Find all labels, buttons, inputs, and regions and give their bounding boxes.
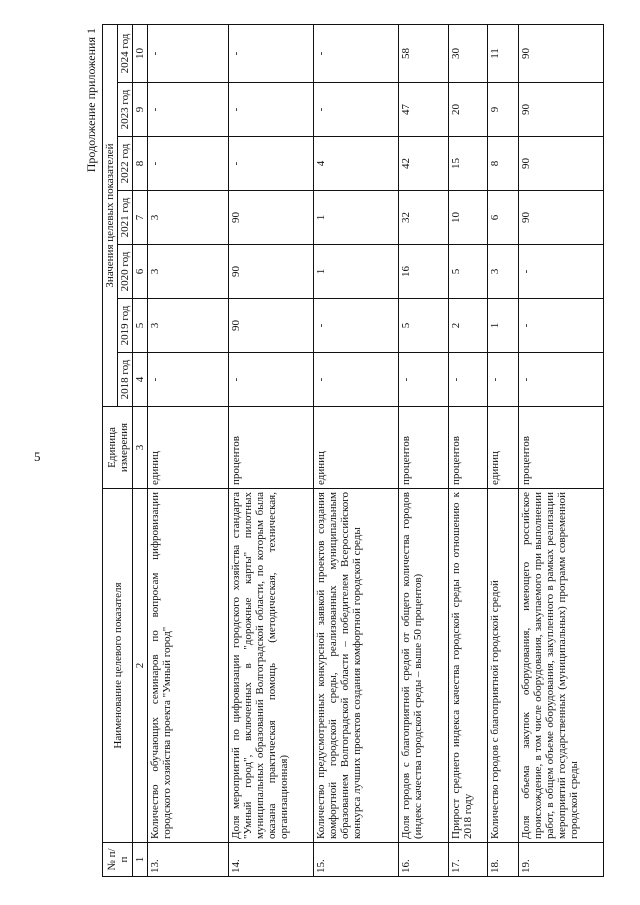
indicator-value: 58 [399, 25, 449, 83]
header-year: 2023 год [118, 83, 133, 137]
column-index: 9 [133, 83, 148, 137]
indicator-value: 9 [488, 83, 519, 137]
table-row [519, 25, 604, 877]
indicator-unit: процентов [519, 407, 604, 489]
continuation-label: Продолжение приложения 1 [84, 28, 98, 173]
indicator-value: 3 [148, 191, 229, 245]
indicator-value: 5 [399, 299, 449, 353]
row-number: 16. [399, 843, 449, 877]
column-index: 7 [133, 191, 148, 245]
column-index: 10 [133, 25, 148, 83]
column-index: 2 [133, 489, 148, 843]
indicator-value: 90 [519, 137, 604, 191]
header-values-group: Значения целевых показателей [103, 25, 118, 407]
indicator-value: 2 [449, 299, 488, 353]
indicator-value: - [488, 353, 519, 407]
header-year: 2021 год [118, 191, 133, 245]
indicator-value: - [314, 353, 399, 407]
indicator-value: - [229, 83, 314, 137]
indicator-value: - [148, 353, 229, 407]
indicator-value: - [519, 299, 604, 353]
header-unit: Единица измерения [103, 407, 133, 489]
indicator-value: 11 [488, 25, 519, 83]
row-number: 13. [148, 843, 229, 877]
indicator-value: - [314, 299, 399, 353]
header-row-1 [103, 25, 118, 877]
header-year: 2024 год [118, 25, 133, 83]
column-index: 4 [133, 353, 148, 407]
table-row [399, 25, 449, 877]
indicator-value: 30 [449, 25, 488, 83]
indicator-value: 10 [449, 191, 488, 245]
indicator-unit: процентов [229, 407, 314, 489]
indicator-unit: единиц [148, 407, 229, 489]
indicator-value: - [148, 25, 229, 83]
indicator-value: - [519, 245, 604, 299]
indicator-value: 20 [449, 83, 488, 137]
indicator-value: 90 [229, 191, 314, 245]
header-no: № п/п [103, 843, 133, 877]
indicator-value: - [229, 353, 314, 407]
page-number: 5 [34, 449, 41, 464]
row-number: 18. [488, 843, 519, 877]
indicator-name: Количество городов с благоприятной городской средой [488, 489, 519, 843]
indicator-value: - [229, 137, 314, 191]
indicator-value: 4 [314, 137, 399, 191]
table-row [229, 25, 314, 877]
rotated-page [80, 0, 640, 905]
indicator-unit: процентов [399, 407, 449, 489]
header-year: 2022 год [118, 137, 133, 191]
indicator-value: - [148, 137, 229, 191]
indicator-value: 90 [229, 299, 314, 353]
indicator-value: 90 [519, 191, 604, 245]
indicator-value: 8 [488, 137, 519, 191]
column-index: 1 [133, 843, 148, 877]
header-year: 2018 год [118, 353, 133, 407]
indicator-value: - [449, 353, 488, 407]
header-year: 2019 год [118, 299, 133, 353]
indicator-value: 32 [399, 191, 449, 245]
indicator-value: 6 [488, 191, 519, 245]
indicator-name: Количество предусмотренных конкурсной заявкой проектов создания комфортной городской среды, реализованных муниципальным образованием Волгоградской области – победителем Всероссийского конкурса лучших проектов создания комфортной городской среды [314, 489, 399, 843]
indicator-value: 15 [449, 137, 488, 191]
indicator-value: 16 [399, 245, 449, 299]
indicator-name: Прирост среднего индекса качества городской среды по отношению к 2018 году [449, 489, 488, 843]
indicator-value: 1 [488, 299, 519, 353]
indicator-value: - [399, 353, 449, 407]
indicator-name: Доля мероприятий по цифровизации городского хозяйства стандарта "Умный город", включенных в "дорожные карты" пилотных муниципальных образований Волгоградской области, по которым была оказана практическая помощь (методическая, техническая, организационная) [229, 489, 314, 843]
indicator-unit: процентов [449, 407, 488, 489]
row-number: 14. [229, 843, 314, 877]
indicator-value: 90 [519, 83, 604, 137]
target-indicators-table [102, 24, 604, 877]
column-index: 3 [133, 407, 148, 489]
column-index: 8 [133, 137, 148, 191]
table-row [314, 25, 399, 877]
column-index: 5 [133, 299, 148, 353]
indicator-value: - [314, 25, 399, 83]
header-name: Наименование целевого показателя [103, 489, 133, 843]
indicator-value: 3 [148, 299, 229, 353]
indicator-value: - [314, 83, 399, 137]
table-row [148, 25, 229, 877]
row-number: 17. [449, 843, 488, 877]
indicator-value: 47 [399, 83, 449, 137]
indicator-unit: единиц [314, 407, 399, 489]
indicator-value: 3 [148, 245, 229, 299]
indicator-value: 1 [314, 191, 399, 245]
indicator-value: 90 [229, 245, 314, 299]
indicator-value: 42 [399, 137, 449, 191]
indicator-name: Количество обучающих семинаров по вопросам цифровизации городского хозяйства проекта "Умный город" [148, 489, 229, 843]
table-row [488, 25, 519, 877]
indicator-value: 3 [488, 245, 519, 299]
column-index-row [133, 25, 148, 877]
indicator-unit: единиц [488, 407, 519, 489]
row-number: 19. [519, 843, 604, 877]
indicator-value: - [519, 353, 604, 407]
table-row [449, 25, 488, 877]
indicator-name: Доля городов с благоприятной средой от общего количества городов (индекс качества городской среды – выше 50 процентов) [399, 489, 449, 843]
indicator-name: Доля объема закупок оборудования, имеющего российское происхождение, в том числе оборудования, закупаемого при выполнении работ, в общем объеме оборудования, закупленного в рамках реализации мероприятий государственных (муниципальных) программ современной городской среды [519, 489, 604, 843]
indicator-value: 5 [449, 245, 488, 299]
indicator-value: 90 [519, 25, 604, 83]
indicator-value: - [229, 25, 314, 83]
row-number: 15. [314, 843, 399, 877]
indicator-value: - [148, 83, 229, 137]
header-year: 2020 год [118, 245, 133, 299]
column-index: 6 [133, 245, 148, 299]
indicator-value: 1 [314, 245, 399, 299]
